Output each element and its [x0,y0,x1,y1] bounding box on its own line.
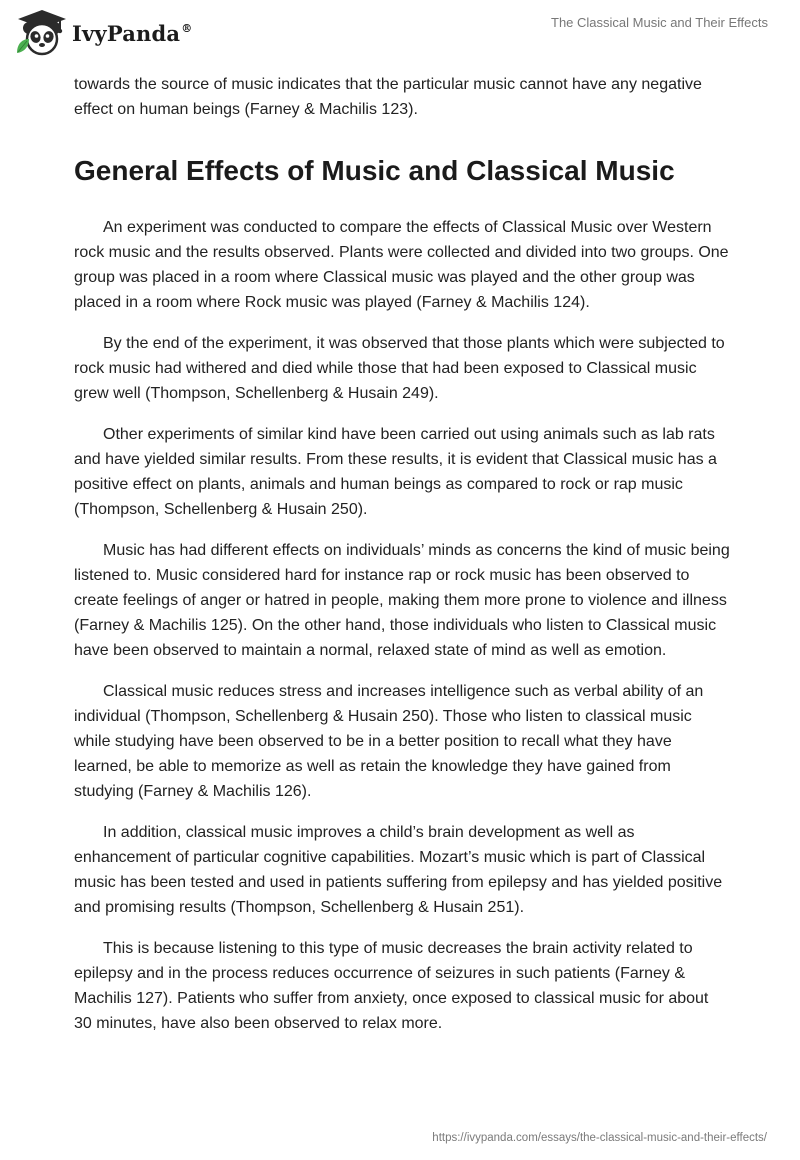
body-paragraph-3: Other experiments of similar kind have been carried out using animals such as lab rats and have yielded similar results. From these results, it is evident that Classical music has a positive effect on plants, animals and human beings as compared to rock or rap music (Thompson, Schellenberg & Husain 250). [74,426,717,518]
source-url-link[interactable]: https://ivypanda.com/essays/the-classical-music-and-their-effects/ [432,1132,767,1144]
body-paragraph-6: In addition, classical music improves a child’s brain development as well as enhancement of particular cognitive capabilities. Mozart’s music which is part of Classical music has been tested and used in patients suffering from epilepsy and has yielded positive and promising results (Thompson, Schellenberg & Husain 251). [74,824,723,916]
body-paragraph-5: Classical music reduces stress and increases intelligence such as verbal ability of an individual (Thompson, Schellenberg & Husain 250). Those who listen to classical music while studying have been observed to be in a better position to recall what they have learned, be able to memorize as well as retain the knowledge they have gained from studying (Farney & Machilis 126). [74,683,704,800]
ivypanda-logo-icon[interactable] [14,9,70,57]
brand-name-text: IvyPanda [72,21,181,46]
body-paragraph-7: This is because listening to this type of music decreases the brain activity related to epilepsy and in the process reduces occurrence of seizures in such patients (Farney & Machilis 127). Patients who suffer from anxiety, once exposed to classical music for about 30 minutes, have also been observed to relax more. [74,940,709,1032]
document-title: The Classical Music and Their Effects [551,15,768,30]
page-header [0,0,800,64]
body-paragraph-2: By the end of the experiment, it was observed that those plants which were subjected to rock music had withered and died while those that had been exposed to Classical music grew well (Thompson, Schellenberg & Husain 249). [74,335,725,402]
body-paragraph-4: Music has had different effects on individuals’ minds as concerns the kind of music being listened to. Music considered hard for instance rap or rock music has been observed to create feelings of anger or hatred in people, making them more prone to violence and illness (Farney & Machilis 125). On the other hand, those individuals who listen to Classical music have been observed to maintain a normal, relaxed state of mind as well as emotion. [74,542,730,659]
body-paragraph-1: An experiment was conducted to compare the effects of Classical Music over Western rock music and the results observed. Plants were collected and divided into two groups. One group was placed in a room where Classical music was played and the other group was placed in a room where Rock music was played (Farney & Machilis 124). [74,219,729,311]
continued-paragraph: towards the source of music indicates that the particular music cannot have any negative effect on human beings (Farney & Machilis 123). [74,76,702,118]
section-heading: General Effects of Music and Classical Music [74,155,675,186]
brand-name[interactable] [72,21,192,46]
essay-content [74,72,730,1052]
trademark-symbol: ® [181,22,193,35]
